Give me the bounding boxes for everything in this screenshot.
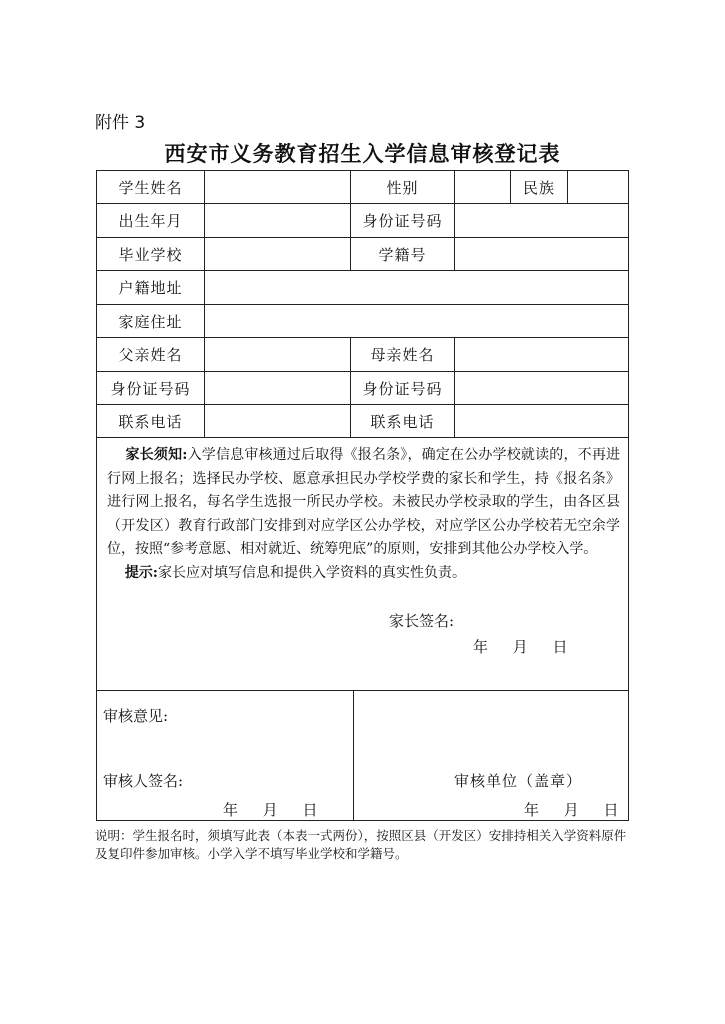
field-mother-name[interactable] xyxy=(455,338,628,372)
field-student-name[interactable] xyxy=(205,171,351,204)
label-home-address: 家庭住址 xyxy=(97,305,205,338)
label-father-phone: 联系电话 xyxy=(97,405,205,438)
label-birth-date: 出生年月 xyxy=(97,204,205,238)
field-ethnicity[interactable] xyxy=(568,171,628,204)
label-student-name: 学生姓名 xyxy=(97,171,205,204)
label-ethnicity: 民族 xyxy=(511,171,568,204)
label-father-id: 身份证号码 xyxy=(97,372,205,405)
label-father-name: 父亲姓名 xyxy=(97,338,205,372)
notice-body: 入学信息审核通过后取得《报名条》，确定在公办学校就读的，不再进行网上报名；选择民办学校、愿意承担民办学校学费的家长和学生，持《报名条》进行网上报名，每名学生选报一所民办学校。未被民办学校录取的学生，由各区县（开发区）教育行政部门安排到对应学区公办学校，对应学区公办学校若无空余学位，按照“参考意愿、相对就近、统筹兜底”的原则，安排到其他公办学校入学。 xyxy=(107,447,620,557)
review-unit-box[interactable] xyxy=(354,691,628,820)
tip-heading: 提示: xyxy=(124,564,158,581)
reviewer-signature-label: 审核人签名: xyxy=(103,772,184,790)
footnote: 说明：学生报名时，须填写此表（本表一式两份），按照区县（开发区）安排持相关入学资料原件及复印件参加审核。小学入学不填写毕业学校和学籍号。 xyxy=(95,828,627,861)
field-father-id[interactable] xyxy=(205,372,351,405)
parent-notice xyxy=(97,438,628,691)
field-mother-phone[interactable] xyxy=(455,405,628,438)
review-opinion-box[interactable] xyxy=(97,691,354,820)
field-id-number[interactable] xyxy=(455,204,628,238)
label-mother-id: 身份证号码 xyxy=(351,372,455,405)
tip-body: 家长应对填写信息和提供入学资料的真实性负责。 xyxy=(157,564,466,581)
notice-paragraph xyxy=(107,444,620,562)
registration-form xyxy=(96,170,629,821)
field-graduate-school[interactable] xyxy=(205,238,351,271)
field-birth-date[interactable] xyxy=(205,204,351,238)
field-student-number[interactable] xyxy=(455,238,628,271)
field-home-address[interactable] xyxy=(205,305,628,338)
label-id-number: 身份证号码 xyxy=(351,204,455,238)
field-mother-id[interactable] xyxy=(455,372,628,405)
label-graduate-school: 毕业学校 xyxy=(97,238,205,271)
attachment-number: 附件 3 xyxy=(95,113,146,133)
parent-signature-date: 年 月 日 xyxy=(473,638,568,656)
field-household-address[interactable] xyxy=(205,271,628,305)
label-mother-phone: 联系电话 xyxy=(351,405,455,438)
form-title: 西安市义务教育招生入学信息审核登记表 xyxy=(164,141,561,166)
field-father-phone[interactable] xyxy=(205,405,351,438)
tip-paragraph xyxy=(107,562,620,586)
label-mother-name: 母亲姓名 xyxy=(351,338,455,372)
label-gender: 性别 xyxy=(351,171,455,204)
notice-heading: 家长须知: xyxy=(125,447,188,463)
review-opinion-label: 审核意见: xyxy=(103,707,169,725)
review-unit-label: 审核单位（盖章） xyxy=(454,772,583,790)
review-unit-date: 年 月 日 xyxy=(524,801,619,819)
label-household-address: 户籍地址 xyxy=(97,271,205,305)
field-father-name[interactable] xyxy=(205,338,351,372)
label-student-number: 学籍号 xyxy=(351,238,455,271)
field-gender[interactable] xyxy=(455,171,511,204)
parent-signature-label: 家长签名: xyxy=(389,612,455,630)
reviewer-date: 年 月 日 xyxy=(223,801,318,819)
